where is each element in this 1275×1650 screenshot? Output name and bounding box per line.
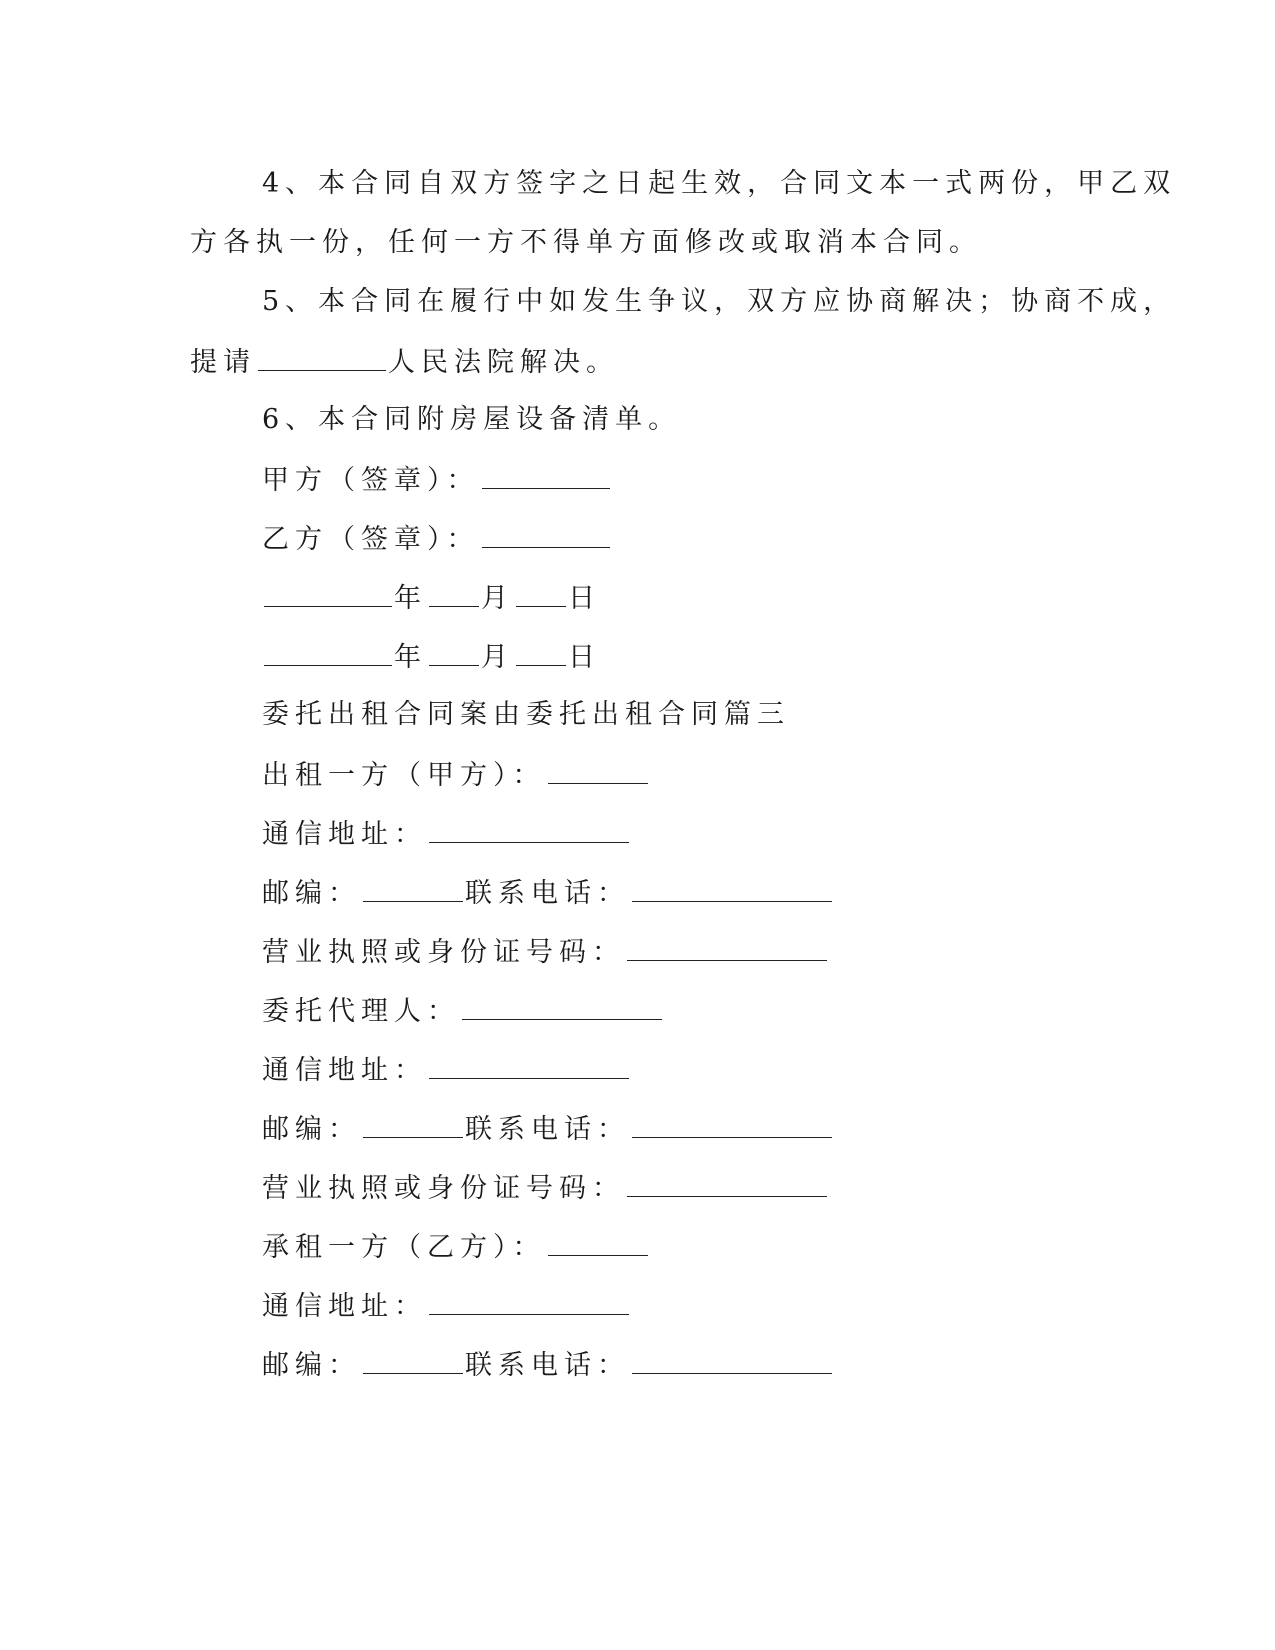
day-blank: [516, 639, 566, 666]
day-label: 日: [568, 642, 601, 673]
clause-4-text-1: 4、本合同自双方签字之日起生效，合同文本一式两份，甲乙双: [262, 168, 1177, 199]
phone-label: 联系电话：: [465, 878, 630, 909]
agent-line: [262, 993, 1142, 1029]
clause-5-suffix: 人民法院解决。: [388, 347, 619, 378]
party-b-sign-line: [262, 521, 1142, 557]
clause-4-text-2: 方各执一份，任何一方不得单方面修改或取消本合同。: [190, 227, 982, 258]
postcode-label: 邮编：: [262, 1114, 361, 1145]
clause-5-prefix: 提请: [190, 347, 256, 378]
lessor-contact-line: [262, 875, 1142, 911]
clause-6-text: 6、本合同附房屋设备清单。: [262, 404, 682, 435]
lessor-address-line: [262, 816, 1142, 852]
agent-id-line: [262, 1170, 1142, 1206]
clause-5-text-1: 5、本合同在履行中如发生争议，双方应协商解决；协商不成，: [262, 286, 1177, 317]
party-a-sign-line: [262, 462, 1142, 498]
id-label: 营业执照或身份证号码：: [262, 937, 625, 968]
agent-contact-line: [262, 1111, 1142, 1147]
phone-blank: [632, 875, 832, 902]
lessor-id-line: [262, 934, 1142, 970]
address-label: 通信地址：: [262, 1291, 427, 1322]
party-a-sign-blank: [482, 462, 610, 489]
postcode-label: 邮编：: [262, 1350, 361, 1381]
month-label: 月: [481, 583, 514, 614]
address-blank: [429, 1052, 629, 1079]
lessor-label: 出租一方（甲方）：: [262, 760, 546, 791]
clause-4-line-1: [262, 167, 1177, 201]
year-blank: [264, 639, 392, 666]
clause-4-line-2: [190, 226, 1070, 260]
phone-label: 联系电话：: [465, 1114, 630, 1145]
phone-label: 联系电话：: [465, 1350, 630, 1381]
phone-blank: [632, 1111, 832, 1138]
year-blank: [264, 580, 392, 607]
month-label: 月: [481, 642, 514, 673]
address-label: 通信地址：: [262, 1055, 427, 1086]
clause-5-line-1: [262, 285, 1177, 319]
party-a-sign-label: 甲方（签章）：: [262, 465, 480, 496]
lessor-blank: [548, 757, 648, 784]
lessee-address-line: [262, 1288, 1142, 1324]
day-label: 日: [568, 583, 601, 614]
date-line-2: [262, 639, 1142, 675]
month-blank: [429, 639, 479, 666]
address-blank: [429, 816, 629, 843]
month-blank: [429, 580, 479, 607]
court-blank: [258, 344, 386, 371]
phone-blank: [632, 1347, 832, 1374]
agent-blank: [462, 993, 662, 1020]
id-label: 营业执照或身份证号码：: [262, 1173, 625, 1204]
id-blank: [627, 1170, 827, 1197]
year-label: 年: [394, 583, 427, 614]
party-b-sign-label: 乙方（签章）：: [262, 524, 480, 555]
postcode-blank: [363, 1347, 463, 1374]
postcode-label: 邮编：: [262, 878, 361, 909]
address-label: 通信地址：: [262, 819, 427, 850]
agent-address-line: [262, 1052, 1142, 1088]
section-title-line: [262, 698, 1142, 732]
agent-label: 委托代理人：: [262, 996, 460, 1027]
lessee-label: 承租一方（乙方）：: [262, 1232, 546, 1263]
clause-6-line: [262, 403, 1142, 437]
postcode-blank: [363, 875, 463, 902]
id-blank: [627, 934, 827, 961]
lessee-contact-line: [262, 1347, 1142, 1383]
clause-5-line-2: [190, 344, 1070, 380]
address-blank: [429, 1288, 629, 1315]
year-label: 年: [394, 642, 427, 673]
date-line-1: [262, 580, 1142, 616]
lessee-blank: [548, 1229, 648, 1256]
lessee-line: [262, 1229, 1142, 1265]
party-b-sign-blank: [482, 521, 610, 548]
postcode-blank: [363, 1111, 463, 1138]
day-blank: [516, 580, 566, 607]
section-title: 委托出租合同案由委托出租合同篇三: [262, 699, 790, 730]
lessor-line: [262, 757, 1142, 793]
